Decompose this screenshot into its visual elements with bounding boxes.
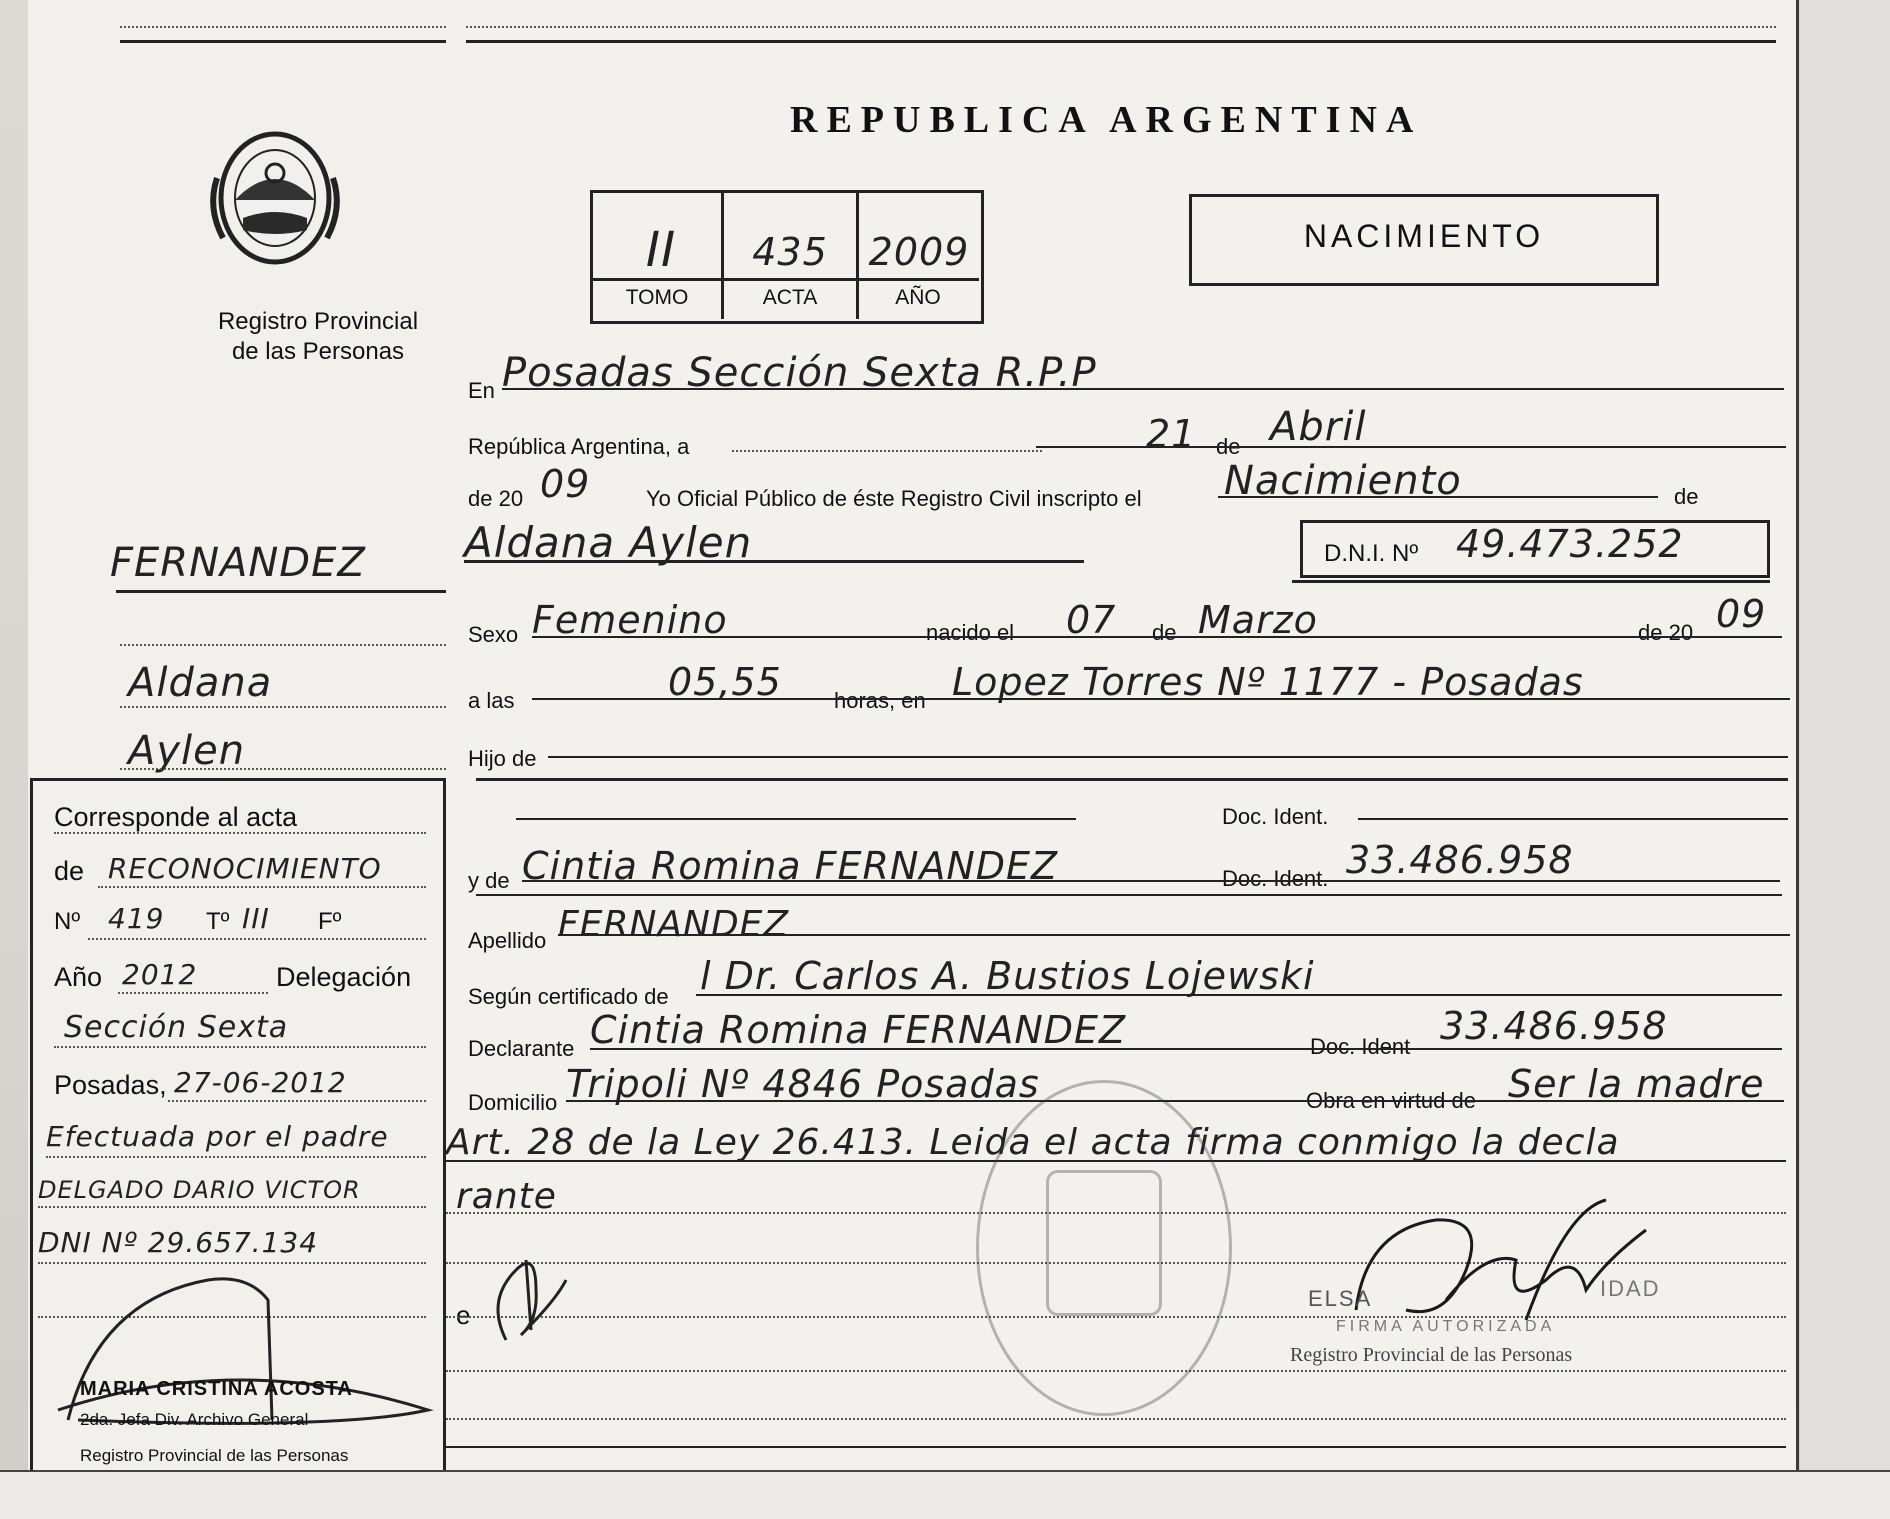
registry-name-line1: Registro Provincial xyxy=(217,308,419,335)
note-date-value: 27-06-2012 xyxy=(174,1066,347,1099)
note-number-label: Nº xyxy=(54,908,81,935)
rule-line xyxy=(532,698,1790,700)
de20-label: de 20 xyxy=(1638,620,1694,645)
rule-line xyxy=(548,756,1788,758)
rule-line xyxy=(120,40,450,43)
dotted-line xyxy=(446,1418,1786,1420)
republica-label: República Argentina, a xyxy=(468,434,690,459)
note-title: Corresponde al acta xyxy=(54,802,298,832)
signer-org: Registro Provincial de las Personas xyxy=(80,1446,349,1465)
dotted-line xyxy=(120,26,450,28)
note-delegacion-label: Delegación xyxy=(276,962,412,992)
rule-line xyxy=(1218,496,1658,498)
rule-line xyxy=(1292,580,1770,583)
birth-day-value: 07 xyxy=(1066,598,1117,642)
dotted-line xyxy=(38,1206,426,1208)
note-folio-label: Fº xyxy=(318,908,342,935)
apellido-value: FERNANDEZ xyxy=(558,904,790,945)
obra-label: Obra en virtud de xyxy=(1306,1088,1476,1113)
dotted-line xyxy=(98,886,426,888)
rule-line xyxy=(1036,446,1786,448)
dotted-line xyxy=(120,706,450,708)
de-label: de xyxy=(1216,434,1241,459)
rule-line xyxy=(558,934,1790,936)
birth-certificate-page xyxy=(446,0,1799,1475)
rule-line xyxy=(590,1048,1782,1050)
sexo-value: Femenino xyxy=(532,598,728,642)
rule-line xyxy=(446,1446,1786,1448)
dni-value: 49.473.252 xyxy=(1456,522,1684,566)
margin-given-name-1: Aldana xyxy=(128,660,273,706)
rule-line xyxy=(696,994,1782,996)
acta-label: ACTA xyxy=(762,286,818,309)
dni-label: D.N.I. Nº xyxy=(1324,540,1419,567)
official-stamp-inner xyxy=(1046,1170,1162,1316)
rule-line xyxy=(1358,818,1788,820)
text-line-2: rante xyxy=(456,1176,557,1217)
acta-value: 435 xyxy=(752,230,828,274)
a-las-label: a las xyxy=(468,688,515,713)
signer-name: MARIA CRISTINA ACOSTA xyxy=(80,1378,353,1400)
note-dni: DNI Nº 29.657.134 xyxy=(38,1226,319,1259)
horas-label: horas, en xyxy=(834,688,926,713)
y-de-label: y de xyxy=(468,868,510,893)
officer-stamp-line3: Registro Provincial de las Personas xyxy=(1290,1344,1573,1366)
rule-line xyxy=(476,894,1782,896)
note-tomo-value: III xyxy=(242,902,270,935)
child-name-value: Aldana Aylen xyxy=(464,518,753,567)
officer-stamp-line1b: IDAD xyxy=(1600,1276,1661,1301)
yo-oficial-label: Yo Oficial Público de éste Registro Civil inscripto el xyxy=(646,486,1142,511)
registry-name xyxy=(188,307,448,367)
de-label-3: de xyxy=(1152,620,1177,645)
rule-line xyxy=(566,1100,1784,1102)
mother-value: Cintia Romina FERNANDEZ xyxy=(522,844,1059,888)
registry-name-line2: de las Personas xyxy=(231,338,405,365)
country-title: REPUBLICA ARGENTINA xyxy=(790,99,1423,141)
dotted-line xyxy=(46,1156,426,1158)
doc-ident-label-2: Doc. Ident. xyxy=(1222,866,1329,891)
certificado-value: l Dr. Carlos A. Bustios Lojewski xyxy=(700,954,1315,998)
officer-stamp-line1: ELSA xyxy=(1308,1286,1373,1311)
nacido-label: nacido el xyxy=(926,620,1015,645)
place-value: Lopez Torres Nº 1177 - Posadas xyxy=(952,660,1584,704)
rule-line xyxy=(532,636,1782,638)
dotted-line xyxy=(466,26,1776,28)
declarante-label: Declarante xyxy=(468,1036,575,1061)
dotted-line xyxy=(88,938,426,940)
year-prefix-label: de 20 xyxy=(468,486,524,511)
note-tomo-label: Tº xyxy=(206,908,230,935)
en-value: Posadas Sección Sexta R.P.P xyxy=(502,350,1097,396)
dotted-line xyxy=(54,1046,426,1048)
en-label: En xyxy=(468,378,495,403)
birth-year-value: 09 xyxy=(1716,592,1767,636)
hour-value: 05,55 xyxy=(668,660,782,704)
margin-given-name-2: Aylen xyxy=(128,728,246,774)
tomo-value: II xyxy=(645,222,677,278)
declarante-value: Cintia Romina FERNANDEZ xyxy=(590,1008,1127,1052)
declarant-signature-icon xyxy=(476,1240,586,1350)
rule-line xyxy=(464,560,1084,563)
year-value: 09 xyxy=(540,462,591,506)
rule-line xyxy=(466,40,1776,43)
left-margin-panel xyxy=(28,0,450,1480)
anio-label: AÑO xyxy=(895,286,941,309)
note-delegacion-value: Sección Sexta xyxy=(64,1010,289,1045)
margin-surname: FERNANDEZ xyxy=(110,540,366,586)
page-bottom-edge xyxy=(0,1470,1890,1519)
declarante-doc-value: 33.486.958 xyxy=(1440,1004,1668,1048)
page-shadow xyxy=(1800,0,1890,1517)
doc-ident-label-3: Doc. Ident xyxy=(1310,1034,1411,1059)
month-value: Abril xyxy=(1270,404,1367,450)
hijo-label: Hijo de xyxy=(468,746,537,771)
note-place-label: Posadas, xyxy=(54,1070,167,1100)
dotted-line xyxy=(54,832,426,834)
note-effect: Efectuada por el padre xyxy=(46,1120,389,1153)
apellido-label: Apellido xyxy=(468,928,547,953)
record-box-divider xyxy=(593,278,979,281)
document-type: NACIMIENTO xyxy=(1303,218,1545,254)
segun-label: Según certificado de xyxy=(468,984,669,1009)
tomo-label: TOMO xyxy=(625,286,689,309)
note-father: DELGADO DARIO VICTOR xyxy=(38,1176,361,1204)
domicilio-label: Domicilio xyxy=(468,1090,558,1115)
note-de-label: de xyxy=(54,856,85,886)
mother-doc-value: 33.486.958 xyxy=(1346,838,1574,882)
day-value: 21 xyxy=(1146,412,1197,456)
signature-prefix: e xyxy=(456,1300,471,1330)
note-de-value: RECONOCIMIENTO xyxy=(108,852,382,885)
inscription-value: Nacimiento xyxy=(1224,458,1462,504)
province-seal-icon xyxy=(203,118,348,283)
anio-value: 2009 xyxy=(868,230,970,274)
obra-value: Ser la madre xyxy=(1508,1062,1765,1106)
note-year-value: 2012 xyxy=(122,958,198,991)
birth-month-value: Marzo xyxy=(1198,598,1318,642)
rule-line xyxy=(116,590,451,593)
dotted-line xyxy=(118,992,268,994)
signer-title: 2da. Jefa Div. Archivo General xyxy=(80,1410,309,1429)
rule-line xyxy=(502,388,1784,390)
dotted-line xyxy=(168,1100,426,1102)
domicilio-value: Tripoli Nº 4846 Posadas xyxy=(566,1062,1040,1106)
dotted-line xyxy=(120,768,450,770)
rule-line xyxy=(516,818,1076,820)
dotted-line xyxy=(120,644,450,646)
rule-line xyxy=(476,778,1788,781)
sexo-label: Sexo xyxy=(468,622,519,647)
officer-stamp-line2: FIRMA AUTORIZADA xyxy=(1336,1318,1556,1335)
note-year-label: Año xyxy=(54,962,103,992)
de-label-2: de xyxy=(1674,484,1699,509)
dotted-line xyxy=(732,450,1042,452)
note-number-value: 419 xyxy=(108,902,165,935)
rule-line xyxy=(522,880,1780,882)
doc-ident-label: Doc. Ident. xyxy=(1222,804,1329,829)
text-line-1: Art. 28 de la Ley 26.413. Leida el acta firma conmigo la decla xyxy=(446,1122,1620,1163)
